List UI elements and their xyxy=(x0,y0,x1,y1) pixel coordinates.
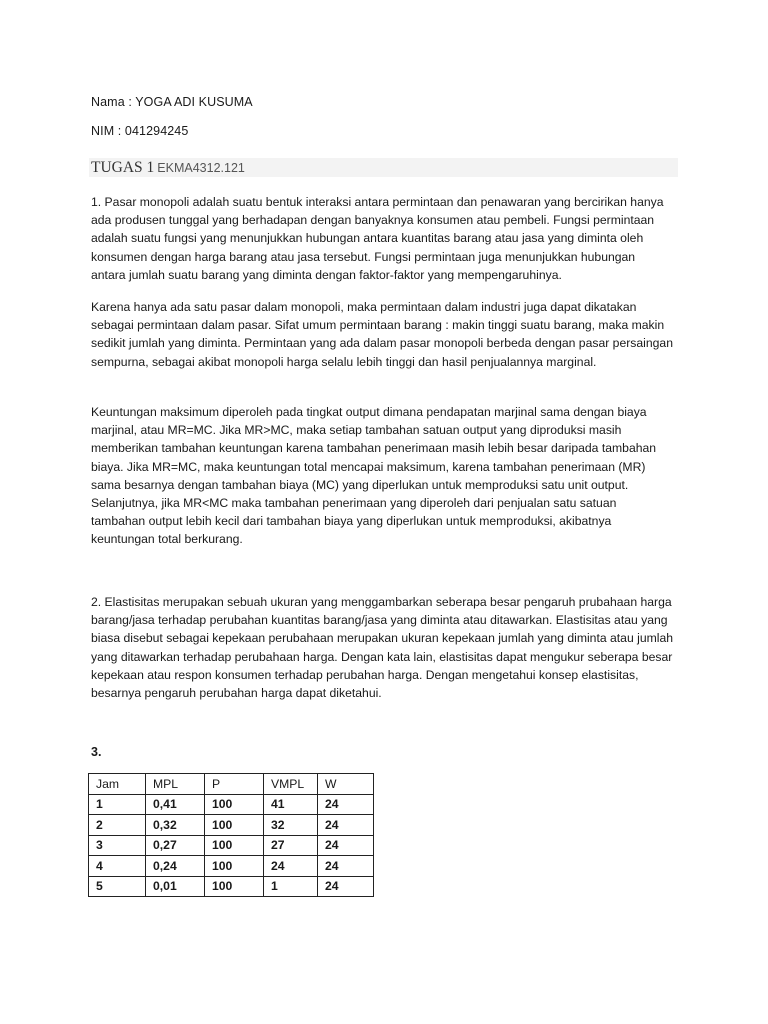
table-row xyxy=(89,835,374,856)
table-header-cell: Jam xyxy=(89,774,146,795)
labor-productivity-table xyxy=(88,773,374,897)
table-cell: 24 xyxy=(318,794,374,815)
student-name: Nama : YOGA ADI KUSUMA xyxy=(91,95,253,109)
table-cell: 100 xyxy=(205,876,264,897)
table-header-cell: P xyxy=(205,774,264,795)
student-nim: NIM : 041294245 xyxy=(91,124,189,138)
table-cell: 24 xyxy=(318,835,374,856)
table-cell: 100 xyxy=(205,794,264,815)
table-cell: 24 xyxy=(318,876,374,897)
table-cell: 27 xyxy=(264,835,318,856)
heading-title-wrap xyxy=(91,159,245,177)
table-cell: 2 xyxy=(89,815,146,836)
table-cell: 100 xyxy=(205,815,264,836)
table-cell: 0,01 xyxy=(146,876,205,897)
table-cell: 1 xyxy=(89,794,146,815)
heading-course-code: EKMA4312.121 xyxy=(157,161,245,175)
table-header-row xyxy=(89,774,374,795)
table-cell: 0,24 xyxy=(146,856,205,877)
table-cell: 1 xyxy=(264,876,318,897)
table-cell: 24 xyxy=(318,856,374,877)
table-row xyxy=(89,815,374,836)
table-row xyxy=(89,856,374,877)
table-cell: 24 xyxy=(318,815,374,836)
table-row xyxy=(89,794,374,815)
table-row xyxy=(89,876,374,897)
answer-2-paragraph: 2. Elastisitas merupakan sebuah ukuran yang menggambarkan seberapa besar pengaruh prubahaan harga barang/jasa terhadap perubahan kuantitas barang/jasa yang diminta atau ditawarkan. Elastisitas atau yang biasa disebut sebagai kepekaan perubahaan merupakan ukuran kepekaan jumlah yang diminta atau jumlah yang ditawarkan terhadap perubahaan harga. Dengan kata lain, elastisitas dapat mengukur seberapa besar kepekaan atau respon konsumen terhadap perubahan harga. Dengan mengetahui konsep elastisitas, besarnya pengaruh perubahan harga dapat diketahui. xyxy=(91,595,674,701)
table-cell: 0,41 xyxy=(146,794,205,815)
answer-1-paragraph-1: 1. Pasar monopoli adalah suatu bentuk interaksi antara permintaan dan penawaran yang bercirikan hanya ada produsen tunggal yang berhadapan dengan banyaknya konsumen atau pembeli. Fungsi permintaan adalah suatu fungsi yang menunjukkan hubungan antara kuantitas barang atau jasa yang diminta oleh konsumen dengan harga barang atau jasa tersebut. Fungsi permintaan juga menunjukkan hubungan antara jumlah suatu barang yang diminta dengan faktor-faktor yang mempengaruhinya. xyxy=(91,195,664,282)
table-cell: 5 xyxy=(89,876,146,897)
heading-title: TUGAS 1 xyxy=(91,159,155,176)
answer-3-label: 3. xyxy=(91,745,102,759)
table-cell: 24 xyxy=(264,856,318,877)
answer-1-paragraph-3: Keuntungan maksimum diperoleh pada tingkat output dimana pendapatan marjinal sama dengan biaya marjinal, atau MR=MC. Jika MR>MC, maka setiap tambahan satuan output yang diproduksi masih memberikan tambahan keuntungan karena tambahan penerimaan masih lebih besar daripada tambahan biaya. Jika MR=MC, maka keuntungan total mencapai maksimum, karena tambahan penerimaan (MR) sama besarnya dengan tambahan biaya (MC) yang diperlukan untuk memproduksi satu unit output. Selanjutnya, jika MR<MC maka tambahan penerimaan yang diperoleh dari penjualan satu satuan tambahan output lebih kecil dari tambahan biaya yang diperlukan untuk memproduksi, akibatnya keuntungan total berkurang. xyxy=(91,405,657,547)
table-cell: 0,32 xyxy=(146,815,205,836)
answer-1-paragraph-2: Karena hanya ada satu pasar dalam monopoli, maka permintaan dalam industri juga dapat dikatakan sebagai permintaan dalam pasar. Sifat umum permintaan barang : makin tinggi suatu barang, maka makin sedikit jumlah yang diminta. Permintaan yang ada dalam pasar monopoli berbeda dengan pasar persaingan sempurna, sebagai akibat monopoli harga selalu lebih tinggi dan hasil penjualannya marginal. xyxy=(91,300,673,369)
table-cell: 3 xyxy=(89,835,146,856)
table-header-cell: W xyxy=(318,774,374,795)
table-cell: 4 xyxy=(89,856,146,877)
table-cell: 32 xyxy=(264,815,318,836)
table-cell: 41 xyxy=(264,794,318,815)
assignment-heading xyxy=(89,158,678,177)
table-cell: 100 xyxy=(205,835,264,856)
table-header-cell: MPL xyxy=(146,774,205,795)
table-cell: 100 xyxy=(205,856,264,877)
table-header-cell: VMPL xyxy=(264,774,318,795)
table-cell: 0,27 xyxy=(146,835,205,856)
